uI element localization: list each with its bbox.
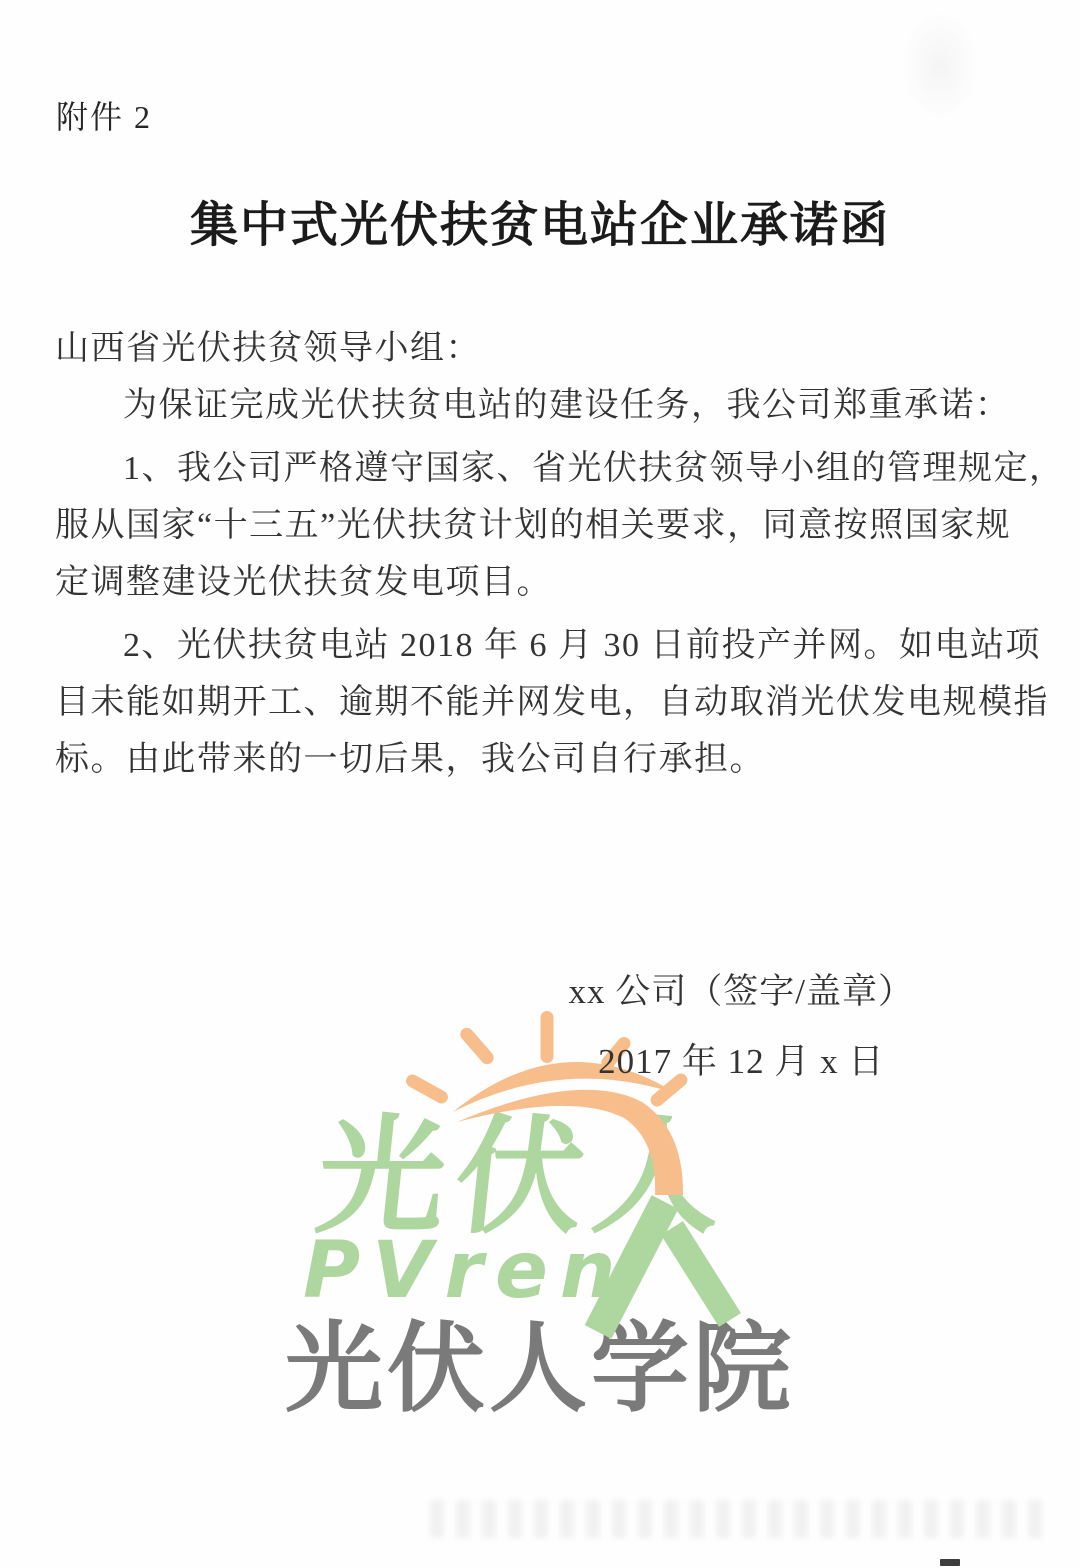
body-line: 2、光伏扶贫电站 2018 年 6 月 30 日前投产并网。如电站项 [123,627,1041,664]
signature-company-line: xx 公司（签字/盖章） [568,972,914,1011]
watermark-caption: 光伏人学院 [284,1312,795,1426]
body-line: 定调整建设光伏扶贫发电项目。 [55,564,552,601]
attachment-label: 附件 2 [56,99,153,135]
salutation-line: 山西省光伏扶贫领导小组： [55,330,481,367]
body-line: 为保证完成光伏扶贫电站的建设任务，我公司郑重承诺： [123,387,1011,424]
scan-ghosting [430,1500,1050,1538]
sun-ray [404,1072,451,1106]
ren-left-leg [598,1202,665,1332]
body-line: 标。由此带来的一切后果，我公司自行承担。 [55,741,765,778]
watermark-logo-cn: 光伏人 [310,1103,740,1252]
body-line: 服从国家“十三五”光伏扶贫计划的相关要求，同意按照国家规 [55,507,1012,544]
logo-ren-strokes [598,1202,730,1332]
scan-smudge [900,10,980,120]
ren-right-leg [672,1228,730,1320]
sun-ray [541,1011,554,1063]
signature-block [569,964,914,1084]
document-title: 集中式光伏扶贫电站企业承诺函 [189,199,890,252]
sun-ray [458,1025,497,1067]
body-line: 1、我公司严格遵守国家、省光伏扶贫领导小组的管理规定， [123,450,1065,487]
body-line: 目未能如期开工、逾期不能并网发电，自动取消光伏发电规模指 [55,684,1049,721]
signature-date-line: 2017 年 12 月 x 日 [598,1042,885,1081]
watermark-logo-en: PVren [303,1226,628,1316]
document-body [55,320,1065,788]
sun-lower-swoosh [457,1090,683,1195]
scan-artifact-mark [940,1559,960,1566]
